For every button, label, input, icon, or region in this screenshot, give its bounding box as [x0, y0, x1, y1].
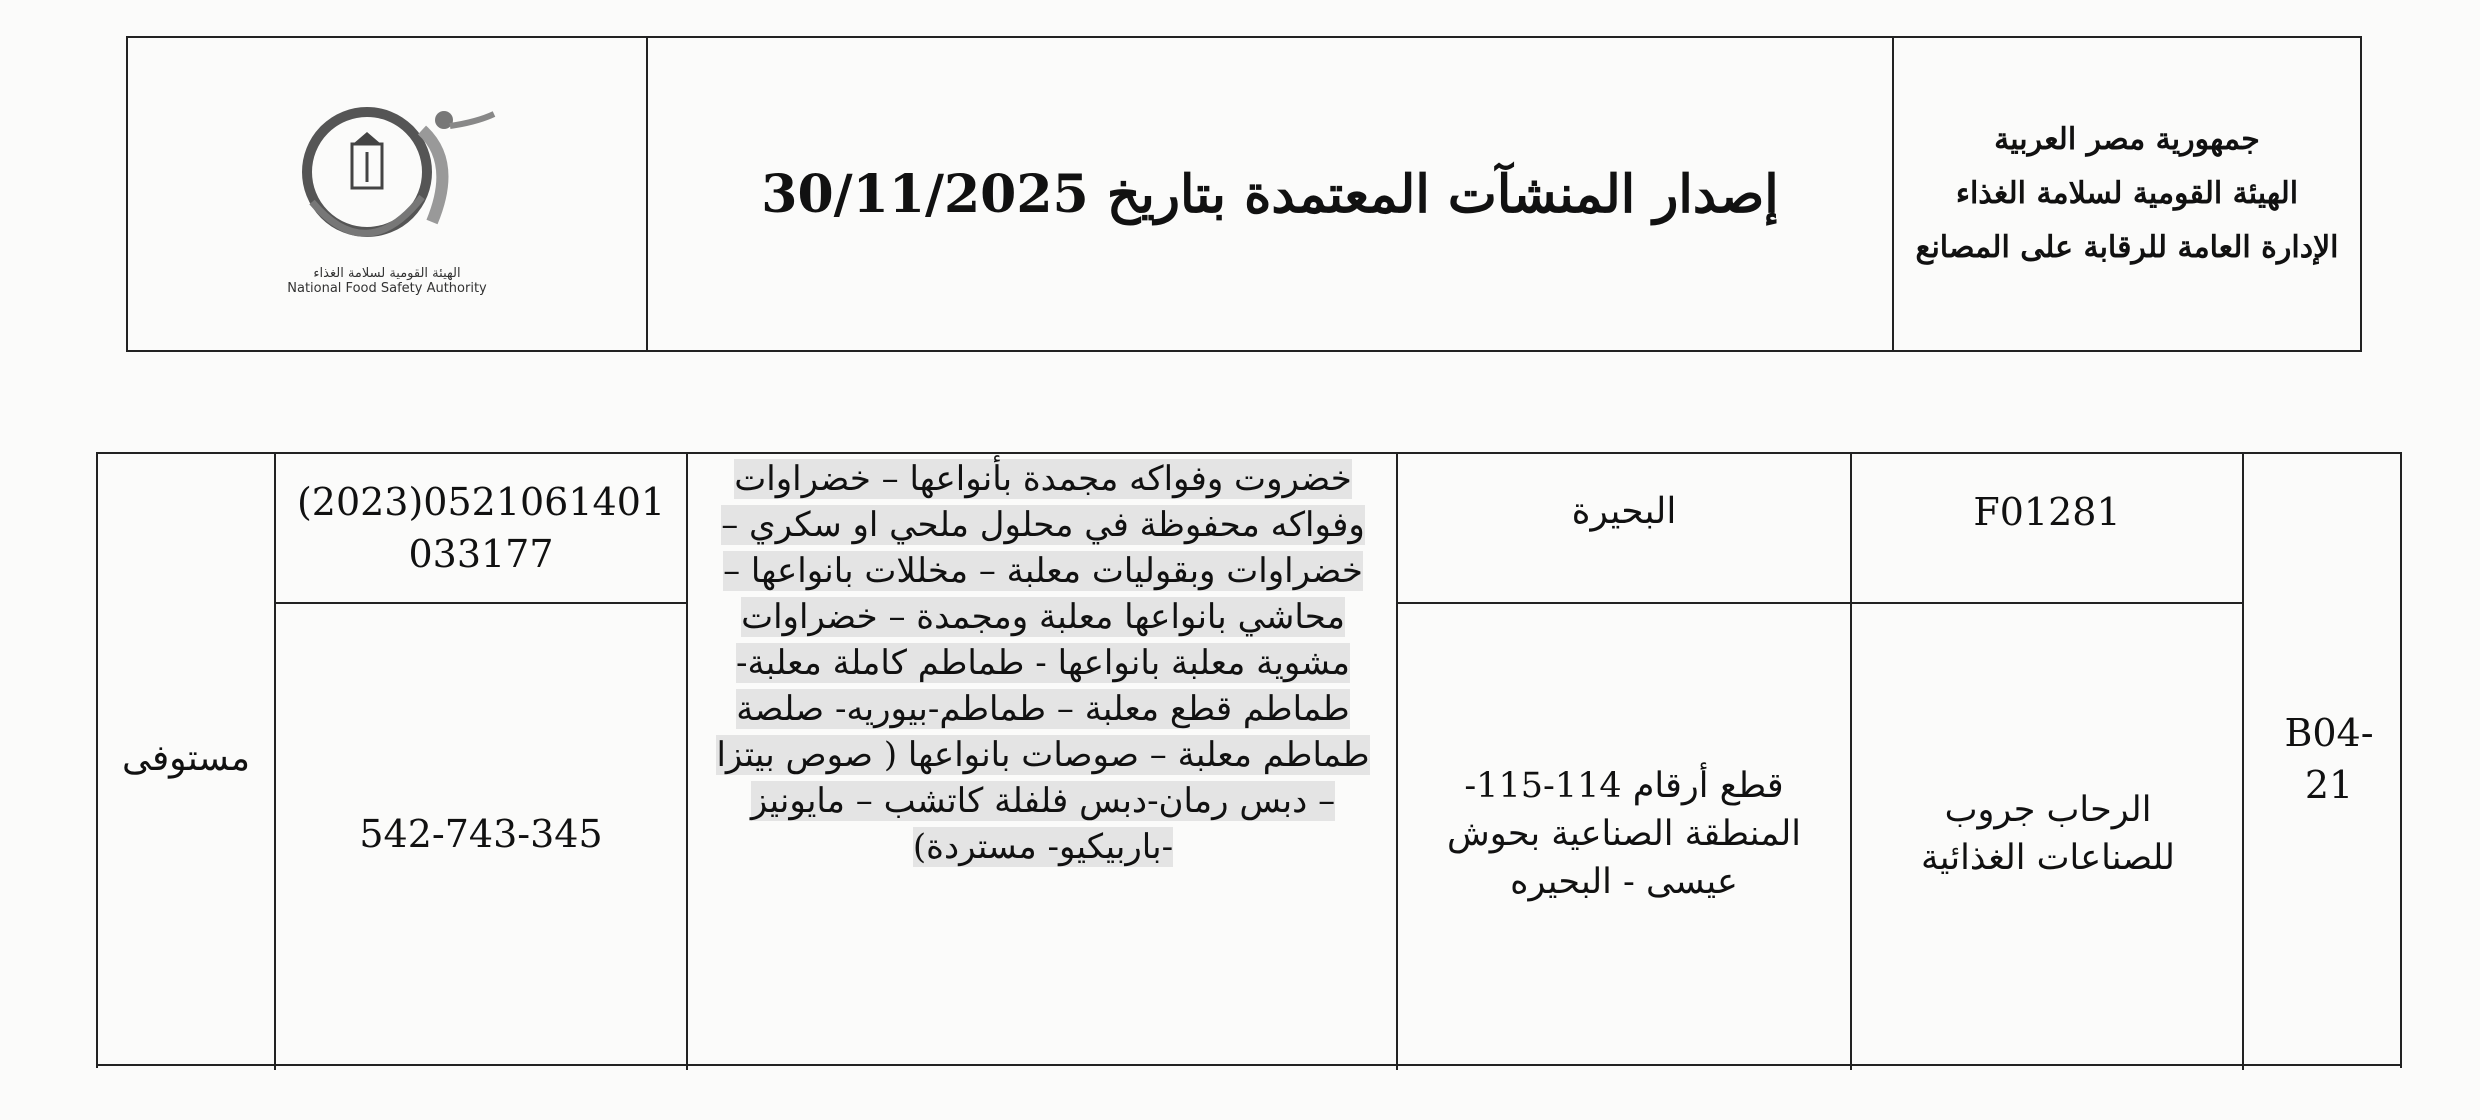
products-cell: [708, 454, 1378, 1016]
org-line-country: جمهورية مصر العربية: [1994, 122, 2260, 157]
document-title: إصدار المنشآت المعتمدة بتاريخ 30/11/2025: [648, 38, 1894, 350]
logo-caption-arabic: الهيئة القومية لسلامة الغذاء: [313, 266, 461, 281]
logo-caption-english: National Food Safety Authority: [287, 281, 487, 296]
products-text: خضروت وفواكه مجمدة بأنواعها – خضراوات وفواكه محفوظة في محلول ملحي او سكري – خضراوات وبقوليات معلبة – مخللات بانواعها – محاشي بانواعها معلبة ومجمدة – خضراوات مشوية معلبة بانواعها - طماطم كاملة معلبة-طماطم قطع معلبة – طماطم-بيوريه- صلصة طماطم معلبة – صوصات بانواعها ( صوص بيتزا – دبس رمان-دبس فلفلة كاتشب – مايونيز -باربيكيو- مستردة): [716, 459, 1370, 867]
registration-number: (2023)0521061401: [296, 480, 666, 524]
registration-suffix: 033177: [408, 532, 554, 576]
establishment-name-cell: الرحاب جروب للصناعات الغذائية: [1921, 790, 2175, 878]
serial-cell: B04-21: [2284, 711, 2374, 807]
org-line-authority: الهيئة القومية لسلامة الغذاء: [1955, 176, 2299, 211]
organization-block: [1894, 38, 2360, 350]
registration-cell: [276, 454, 686, 602]
document-header: [126, 36, 2362, 352]
tax-number-cell: 542-743-345: [359, 812, 603, 856]
org-line-department: الإدارة العامة للرقابة على المصانع: [1915, 230, 2339, 265]
establishments-table: [96, 452, 2402, 1068]
logo-cell: [128, 38, 648, 350]
code-cell: F01281: [1973, 490, 2121, 534]
status-cell: مستوفى: [121, 738, 251, 779]
governorate-cell: البحيرة: [1571, 491, 1677, 532]
nfsa-logo-icon: [272, 92, 502, 262]
address-cell: قطع أرقام 114-115- المنطقة الصناعية بحوش عيسى - البحيره: [1447, 766, 1801, 902]
